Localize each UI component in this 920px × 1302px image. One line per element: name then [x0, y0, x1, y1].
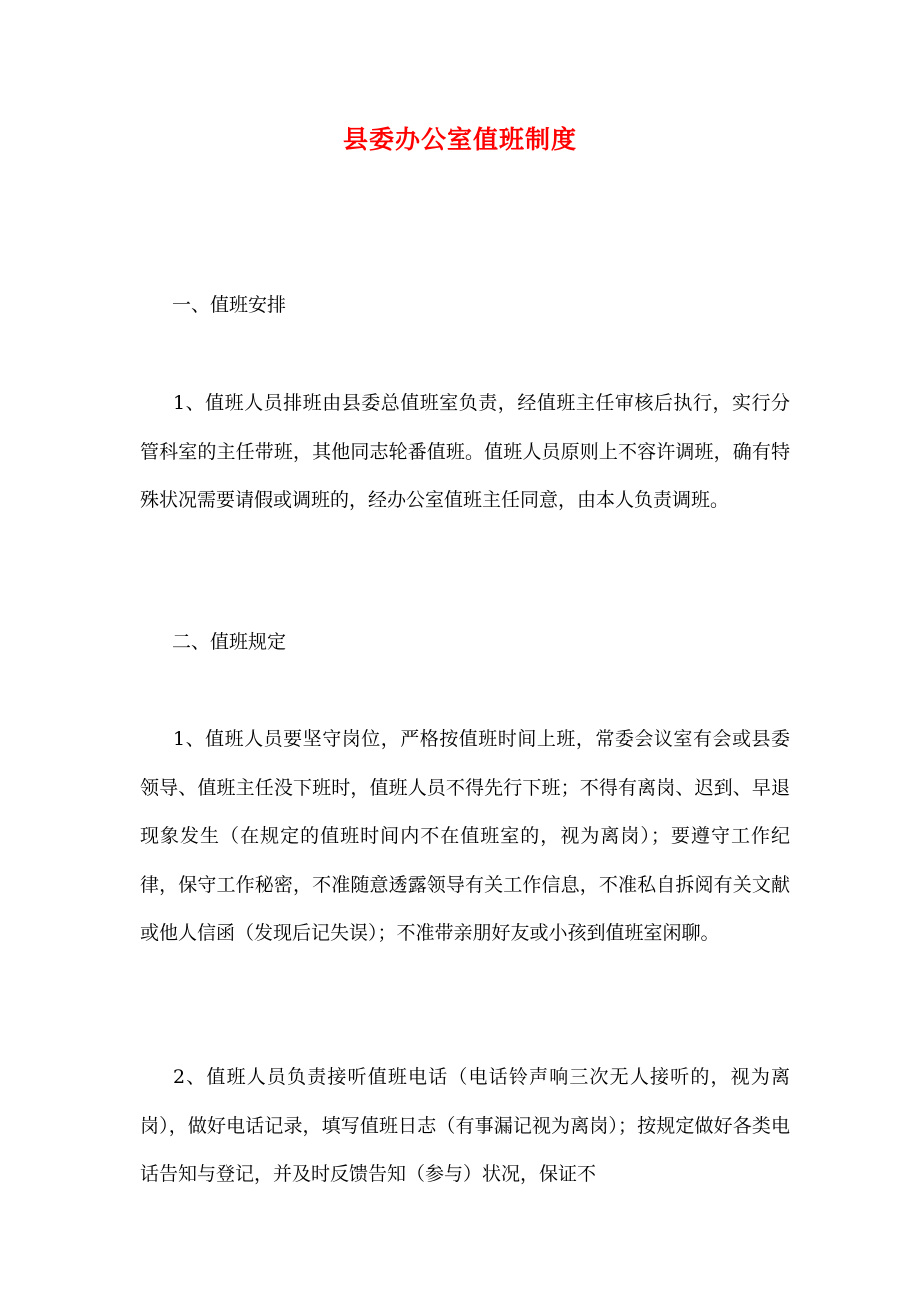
- paragraph-rules-2: 2、值班人员负责接听值班电话（电话铃声响三次无人接听的，视为离岗），做好电话记录，填写值班日志（有事漏记视为离岗）；按规定做好各类电话告知与登记，并及时反馈告知（参与）状况，保证不: [140, 1066, 790, 1185]
- paragraph-schedule-1: 1、值班人员排班由县委总值班室负责，经值班主任审核后执行，实行分管科室的主任带班，其他同志轮番值班。值班人员原则上不容许调班，确有特殊状况需要请假或调班的，经办公室值班主任同意，由本人负责调班。: [140, 392, 790, 511]
- section-heading-schedule: 一、值班安排: [172, 294, 287, 316]
- document-title: 县委办公室值班制度: [342, 125, 577, 154]
- paragraph-rules-1: 1、值班人员要坚守岗位，严格按值班时间上班，常委会议室有会或县委领导、值班主任没下班时，值班人员不得先行下班；不得有离岗、迟到、早退现象发生（在规定的值班时间内不在值班室的，视为离岗）；要遵守工作纪律，保守工作秘密，不准随意透露领导有关工作信息，不准私自拆阅有关文献或他人信函（发现后记失误）；不准带亲朋好友或小孩到值班室闲聊。: [140, 728, 790, 944]
- section-heading-rules: 二、值班规定: [172, 631, 287, 653]
